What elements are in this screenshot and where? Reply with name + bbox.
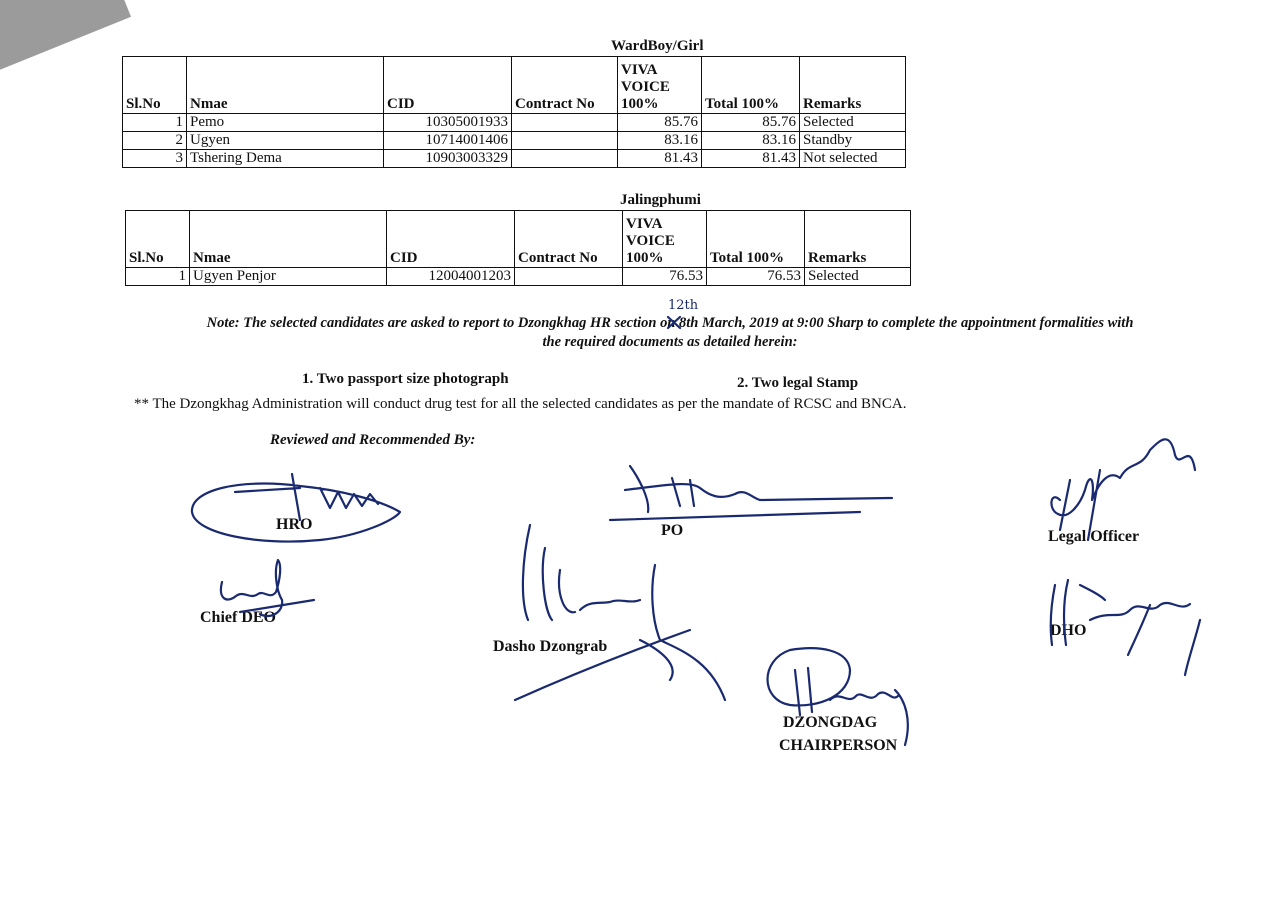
col-header-name: Nmae — [187, 57, 384, 114]
cell-slno: 3 — [123, 150, 187, 168]
signatory-dasho-dzongrab: Dasho Dzongrab — [493, 638, 608, 655]
reviewed-by-heading: Reviewed and Recommended By: — [270, 432, 476, 448]
table1-title: WardBoy/Girl — [611, 38, 704, 54]
col-header-slno: Sl.No — [126, 211, 190, 268]
dasho-dzongrab-signature — [515, 525, 725, 700]
cell-slno: 1 — [126, 268, 190, 286]
dho-signature — [1051, 580, 1200, 675]
cell-name: Ugyen Penjor — [190, 268, 387, 286]
cell-total: 81.43 — [702, 150, 800, 168]
cell-name: Tshering Dema — [187, 150, 384, 168]
signatory-hro: HRO — [276, 516, 313, 533]
signatory-legal-officer: Legal Officer — [1048, 528, 1140, 545]
cell-viva: 83.16 — [618, 132, 702, 150]
cell-remarks: Selected — [805, 268, 911, 286]
col-header-viva: VIVA VOICE 100% — [618, 57, 702, 114]
signatory-po: PO — [661, 522, 684, 539]
cell-slno: 1 — [123, 114, 187, 132]
signatory-dho: DHO — [1050, 622, 1087, 639]
cell-total: 76.53 — [707, 268, 805, 286]
col-header-name: Nmae — [190, 211, 387, 268]
date-correction-mark — [668, 317, 680, 328]
requirement-legal-stamp: 2. Two legal Stamp — [737, 375, 859, 391]
hro-signature — [192, 474, 400, 542]
chief-deo-signature — [221, 560, 314, 616]
po-signature — [610, 466, 892, 520]
col-header-viva: VIVA VOICE 100% — [623, 211, 707, 268]
signatory-dzongdag-line2: CHAIRPERSON — [779, 737, 898, 754]
col-header-cid: CID — [387, 211, 515, 268]
cell-total: 83.16 — [702, 132, 800, 150]
cell-cid: 10903003329 — [384, 150, 512, 168]
cell-cid: 10305001933 — [384, 114, 512, 132]
cell-cid: 12004001203 — [387, 268, 515, 286]
col-header-total: Total 100% — [702, 57, 800, 114]
legal-officer-signature — [1051, 439, 1195, 540]
cell-viva: 76.53 — [623, 268, 707, 286]
cell-remarks: Selected — [800, 114, 906, 132]
cell-viva: 81.43 — [618, 150, 702, 168]
col-header-remarks: Remarks — [800, 57, 906, 114]
cell-remarks: Standby — [800, 132, 906, 150]
col-header-total: Total 100% — [707, 211, 805, 268]
cell-name: Ugyen — [187, 132, 384, 150]
col-header-remarks: Remarks — [805, 211, 911, 268]
cell-name: Pemo — [187, 114, 384, 132]
drug-test-notice: ** The Dzongkhag Administration will conduct drug test for all the selected candidates as per the mandate of RCSC and BNCA. — [134, 396, 907, 412]
cell-cid: 10714001406 — [384, 132, 512, 150]
note-line-1: Note: The selected candidates are asked to report to Dzongkhag HR section on 8th March, 2019 at 9:00 Sharp to complete the appointment formalities with — [206, 315, 1134, 331]
col-header-contract: Contract No — [512, 57, 618, 114]
signatory-dzongdag-line1: DZONGDAG — [783, 714, 878, 731]
col-header-slno: Sl.No — [123, 57, 187, 114]
signatory-chief-deo: Chief DEO — [200, 609, 276, 626]
cell-slno: 2 — [123, 132, 187, 150]
col-header-contract: Contract No — [515, 211, 623, 268]
dzongdag-signature — [768, 648, 908, 745]
col-header-cid: CID — [384, 57, 512, 114]
note-line-2: the required documents as detailed herein: — [542, 334, 798, 350]
cell-viva: 85.76 — [618, 114, 702, 132]
cell-total: 85.76 — [702, 114, 800, 132]
requirement-photograph: 1. Two passport size photograph — [302, 371, 509, 387]
handwritten-date-correction: 12th — [668, 298, 699, 313]
table2-title: Jalingphumi — [620, 192, 701, 208]
cell-remarks: Not selected — [800, 150, 906, 168]
